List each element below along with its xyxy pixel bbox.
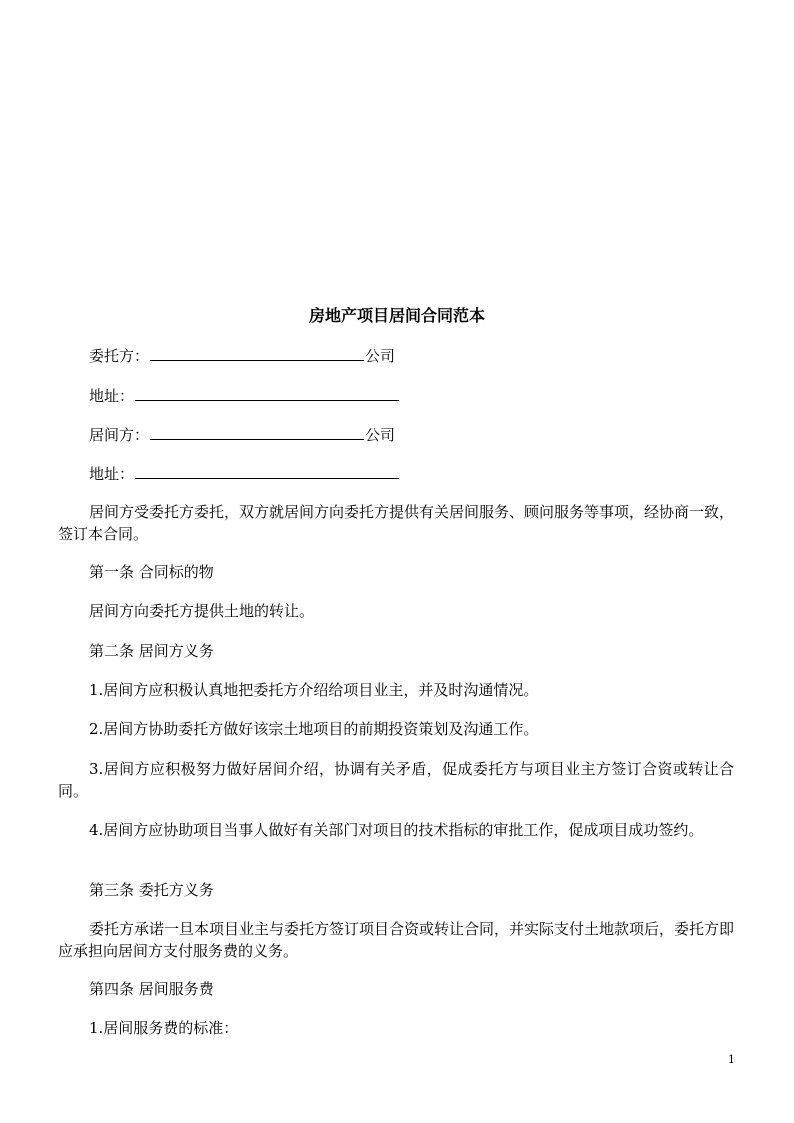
article2-heading: 第二条 居间方义务 xyxy=(89,642,214,660)
article2-item-2: 2.居间方协助委托方做好该宗土地项目的前期投资策划及沟通工作。 xyxy=(89,720,539,738)
article2-item-1: 1.居间方应积极认真地把委托方介绍给项目业主，并及时沟通情况。 xyxy=(89,681,539,699)
broker-party-line xyxy=(89,424,395,445)
entrusting-address-blank xyxy=(135,385,399,401)
broker-address-blank xyxy=(135,463,399,479)
article3-text: 委托方承诺一旦本项目业主与委托方签订项目合资或转让合同，并实际支付土地款项后，委托方即应承担向居间方支付服务费的义务。 xyxy=(58,920,735,960)
page-number: 1 xyxy=(728,1053,735,1066)
broker-party-suffix: 公司 xyxy=(365,426,396,444)
broker-address-line xyxy=(89,463,400,484)
entrusting-party-blank xyxy=(150,345,364,361)
article3-heading: 第三条 委托方义务 xyxy=(89,881,214,899)
article2-item-3: 3.居间方应积极努力做好居间介绍，协调有关矛盾，促成委托方与项目业主方签订合资或转让合同。 xyxy=(58,760,734,800)
article1-heading: 第一条 合同标的物 xyxy=(89,563,214,581)
intro-paragraph: 居间方受委托方委托，双方就居间方向委托方提供有关居间服务、顾问服务等事项，经协商一致，签订本合同。 xyxy=(58,503,735,543)
address-label: 地址： xyxy=(89,387,135,405)
entrusting-address-line xyxy=(89,385,400,406)
broker-party-label: 居间方： xyxy=(89,426,150,444)
entrusting-party-suffix: 公司 xyxy=(365,347,396,365)
document-title: 房地产项目居间合同范本 xyxy=(308,306,485,325)
article2-item-4: 4.居间方应协助项目当事人做好有关部门对项目的技术指标的审批工作，促成项目成功签约。 xyxy=(89,821,704,839)
article1-text: 居间方向委托方提供土地的转让。 xyxy=(89,602,315,620)
broker-party-blank xyxy=(150,424,364,440)
entrusting-party-label: 委托方： xyxy=(89,347,150,365)
article4-heading: 第四条 居间服务费 xyxy=(89,980,214,998)
address-label: 地址： xyxy=(89,465,135,483)
article4-item-1: 1.居间服务费的标准： xyxy=(89,1019,239,1037)
entrusting-party-line xyxy=(89,345,395,366)
